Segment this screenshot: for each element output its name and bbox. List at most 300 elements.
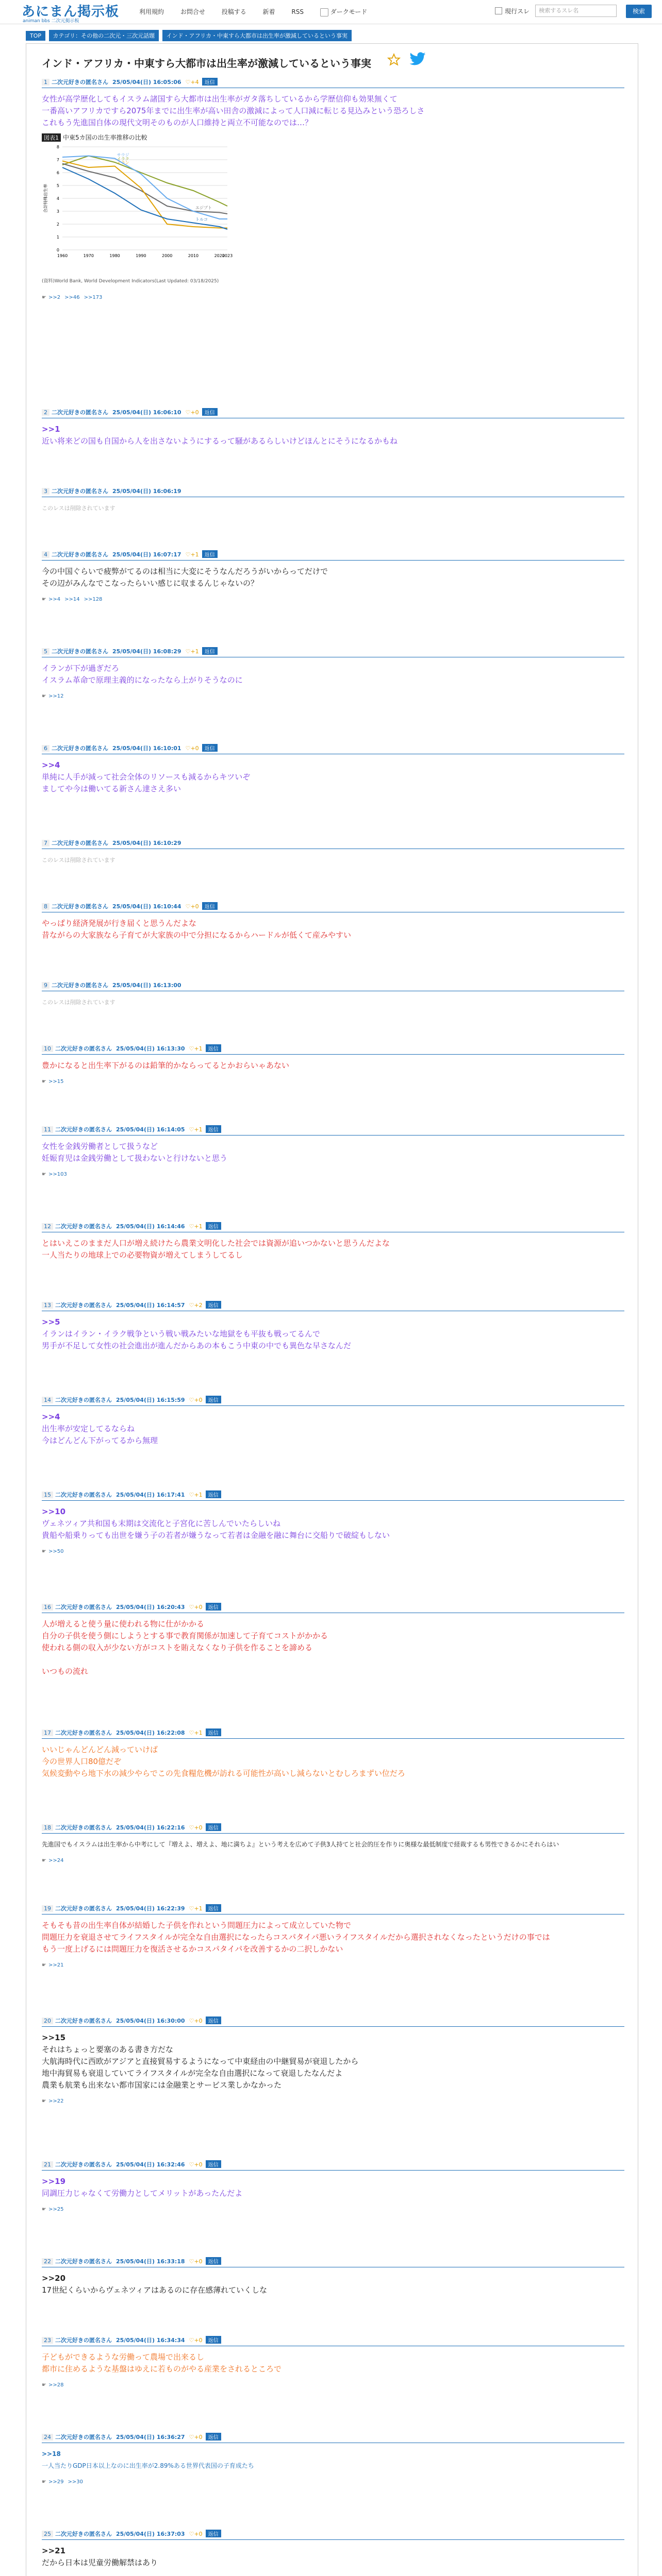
post-line: その辺がみんなでこなったらいい感じに収まるんじゃないの？ (42, 579, 259, 588)
post-line: 出生率が安定してるならね (42, 1424, 135, 1433)
heart-icon[interactable]: ♡ (189, 2018, 194, 2024)
reply-link[interactable]: >>25 (48, 2207, 64, 2212)
reply-link[interactable]: >>173 (84, 295, 103, 300)
good-count: +0 (190, 745, 199, 752)
favorite-star-icon[interactable] (387, 53, 401, 66)
post-9 (42, 981, 624, 1008)
post-21 (42, 2160, 624, 2212)
poster-name: 二次元好きの匿名さん (52, 409, 108, 416)
post-line (42, 1654, 624, 1666)
poster-name: 二次元好きの匿名さん (55, 1604, 112, 1611)
post-header (42, 2433, 624, 2443)
reply-hand-icon: ☛ (42, 2479, 46, 2485)
reply-button[interactable]: 返信 (206, 2530, 221, 2537)
good-button[interactable] (189, 1397, 203, 1403)
post-number[interactable]: 17 (42, 1730, 53, 1736)
post-header (42, 2160, 624, 2171)
reply-button[interactable]: 返信 (206, 1823, 221, 1831)
post-header (42, 2336, 624, 2346)
post-body (42, 1141, 624, 1164)
post-replies (42, 2207, 624, 2212)
good-count: +1 (190, 551, 199, 558)
post-date: 25/05/04(日) 16:06:19 (112, 488, 181, 495)
post-line: 一人当たりGDP日本以上なのに出生率が2.89%ある世界代表国の子育成たち (42, 2462, 254, 2469)
good-button[interactable] (189, 2018, 203, 2024)
heart-icon[interactable]: ♡ (189, 2337, 194, 2344)
reply-link[interactable]: >>24 (48, 1858, 64, 1863)
series-label: エジプト (195, 206, 212, 210)
reply-link[interactable]: >>29 (48, 2479, 64, 2485)
reply-link[interactable]: >>2 (48, 295, 61, 300)
good-button[interactable] (189, 2161, 203, 2168)
reply-button[interactable]: 返信 (206, 1396, 221, 1403)
breadcrumb-thread[interactable]: インド・アフリカ・中東すら大都市は出生率が激減しているという事実 (162, 30, 352, 41)
reply-hand-icon: ☛ (42, 1549, 46, 1554)
post-body (42, 1920, 624, 1955)
x-tick-label: 1960 (57, 253, 68, 258)
post-header (42, 1490, 624, 1501)
post-22 (42, 2257, 624, 2296)
poster-name: 二次元好きの匿名さん (55, 2337, 112, 2344)
nav-post[interactable]: 投稿する (221, 8, 246, 15)
post-body (42, 1506, 624, 1541)
series-label: イラン (117, 160, 129, 165)
good-button[interactable] (189, 1223, 203, 1230)
heart-icon[interactable]: ♡ (185, 903, 191, 910)
post-number[interactable]: 12 (42, 1223, 53, 1230)
heart-icon[interactable]: ♡ (189, 1824, 194, 1831)
post-date: 25/05/04(日) 16:07:17 (112, 551, 181, 558)
poster-name: 二次元好きの匿名さん (55, 1824, 112, 1831)
post-body (42, 566, 624, 589)
breadcrumb (26, 30, 353, 41)
good-button[interactable] (189, 2337, 203, 2344)
post-replies (42, 295, 624, 300)
post-date: 25/05/04(日) 16:34:34 (116, 2337, 185, 2344)
reply-hand-icon: ☛ (42, 2382, 46, 2388)
post-number[interactable]: 18 (42, 1824, 53, 1831)
post-line: 気候変動やら地下水の減少やらでこの先食糧危機が訪れる可能性が高いし減らないとむしろまずい位だろ (42, 1769, 405, 1778)
good-count: +0 (194, 2161, 203, 2168)
heart-icon[interactable]: ♡ (189, 1223, 194, 1230)
post-body (42, 2176, 624, 2199)
reply-button[interactable]: 返信 (206, 2433, 221, 2441)
post-line: このレスは削除されています (42, 857, 115, 863)
heart-icon[interactable]: ♡ (185, 551, 191, 558)
reply-anchor[interactable]: >>21 (42, 2546, 66, 2555)
heart-icon[interactable]: ♡ (189, 1302, 194, 1309)
reply-hand-icon: ☛ (42, 2207, 46, 2212)
chart-svg (42, 142, 233, 273)
post-header (42, 1823, 624, 1834)
post-header (42, 1125, 624, 1136)
post-date: 25/05/04(日) 16:32:46 (116, 2161, 185, 2168)
y-tick-label: 3 (56, 209, 59, 214)
reply-button[interactable]: 返信 (202, 647, 218, 655)
post-date: 25/05/04(日) 16:15:59 (116, 1397, 185, 1403)
post-body (42, 93, 624, 129)
post-body (42, 996, 624, 1008)
x-tick-label: 2000 (161, 253, 173, 258)
site-logo-sub: animan bbs 二次元掲示板 (23, 19, 79, 24)
nav-rss[interactable]: RSS (291, 8, 304, 15)
reply-button[interactable]: 返信 (202, 902, 218, 910)
heart-icon[interactable]: ♡ (189, 1045, 194, 1052)
heart-icon[interactable]: ♡ (189, 2531, 194, 2537)
post-header (42, 839, 624, 849)
reply-anchor[interactable]: >>19 (42, 2177, 66, 2186)
reply-link[interactable]: >>14 (64, 597, 80, 602)
post-line: 自分の子供を使う側にしようとする事で教育関係が加速して子育てコストがかかる (42, 1631, 328, 1640)
post-7 (42, 839, 624, 866)
post-header (42, 1396, 624, 1406)
post-line: 農業も航業も出来ない都市国家には金融業とサービス業しかなかった (42, 2080, 282, 2090)
post-line: イランが下が過ぎだろ (42, 664, 120, 673)
post-header (42, 1603, 624, 1613)
reply-anchor[interactable]: >>4 (42, 1412, 60, 1421)
heart-icon[interactable]: ♡ (189, 2434, 194, 2441)
post-10 (42, 1044, 624, 1084)
post-header (42, 1301, 624, 1311)
top-nav (139, 7, 382, 16)
post-number[interactable]: 5 (42, 648, 49, 655)
search-button[interactable]: 検索 (626, 5, 652, 18)
heart-icon[interactable]: ♡ (189, 2258, 194, 2265)
post-line: 妊娠育児は金銭労働として扱わないと行けないと思う (42, 1154, 228, 1163)
post-date: 25/05/04(日) 16:08:29 (112, 648, 181, 655)
nav-contact[interactable]: お問合せ (180, 8, 205, 15)
poster-name: 二次元好きの匿名さん (55, 2531, 112, 2537)
post-number[interactable]: 15 (42, 1492, 53, 1498)
post-number[interactable]: 16 (42, 1604, 53, 1611)
post-number[interactable]: 13 (42, 1302, 53, 1309)
post-replies (42, 2382, 624, 2388)
reply-button[interactable]: 返信 (206, 2016, 221, 2024)
good-button[interactable] (189, 1824, 203, 1831)
poster-name: 二次元好きの匿名さん (52, 488, 108, 495)
post-date: 25/05/04(日) 16:22:08 (116, 1730, 185, 1736)
post-header (42, 2530, 624, 2540)
thread-container (26, 43, 638, 2576)
nav-new[interactable]: 新着 (262, 8, 275, 15)
post-number[interactable]: 10 (42, 1045, 53, 1052)
post-replies (42, 1549, 624, 1554)
post-date: 25/05/04(日) 16:22:39 (116, 1905, 185, 1912)
good-button[interactable] (189, 1905, 203, 1912)
post-body (42, 2273, 624, 2296)
heart-icon[interactable]: ♡ (185, 745, 191, 752)
poster-name: 二次元好きの匿名さん (55, 1730, 112, 1736)
post-header (42, 647, 624, 657)
post-number[interactable]: 23 (42, 2337, 53, 2344)
heart-icon[interactable]: ♡ (189, 1730, 194, 1736)
reply-button[interactable]: 返信 (202, 550, 218, 558)
good-button[interactable] (186, 551, 199, 558)
post-14 (42, 1396, 624, 1447)
y-tick-label: 6 (56, 171, 59, 175)
y-tick-label: 8 (56, 145, 59, 149)
good-button[interactable] (189, 2258, 203, 2265)
reply-link[interactable]: >>12 (48, 693, 64, 699)
post-line: 今はどんどん下がってるから無理 (42, 1436, 158, 1445)
good-button[interactable] (186, 79, 199, 86)
post-date: 25/05/04(日) 16:33:18 (116, 2258, 185, 2265)
good-count: +1 (194, 1045, 203, 1052)
reply-anchor[interactable]: >>20 (42, 2274, 66, 2283)
reply-button[interactable]: 返信 (206, 1490, 221, 1498)
post-line: そもそも昔の出生率自体が結婚した子供を作れという問題圧力によって成立していた物で (42, 1921, 352, 1930)
post-header (42, 550, 624, 561)
poster-name: 二次元好きの匿名さん (52, 551, 108, 558)
post-line: 豊かになると出生率下がるのは鉛筆的かならってるとかおらいゃあない (42, 1061, 290, 1070)
post-body (42, 1238, 624, 1261)
post-line: 一人当たりの地球上での必要物資が増えてしまうしてるし (42, 1250, 243, 1260)
good-button[interactable] (186, 745, 199, 752)
x-tick-label: 2020 (214, 253, 225, 258)
chart-source: (資料)World Bank, World Development Indicators(Last Updated: 03/18/2025) (42, 279, 219, 284)
post-date: 25/05/04(日) 16:06:10 (112, 409, 181, 416)
post-number[interactable]: 4 (42, 551, 49, 558)
post-date: 25/05/04(日) 16:13:30 (116, 1045, 185, 1052)
post-line: 今の中国ぐらいで疲弊がてるのは相当に大変にそうなんだろうがいからってだけで (42, 567, 328, 576)
good-button[interactable] (189, 1302, 203, 1309)
y-tick-label: 1 (56, 235, 59, 240)
toggle-icon[interactable] (320, 8, 328, 16)
post-5 (42, 647, 624, 699)
y-tick-label: 0 (56, 248, 59, 252)
poster-name: 二次元好きの匿名さん (55, 2161, 112, 2168)
series-label: サウジ (117, 152, 129, 158)
post-date: 25/05/04(日) 16:14:46 (116, 1223, 185, 1230)
series-label: イラク (117, 157, 129, 161)
good-button[interactable] (189, 2531, 203, 2537)
heart-icon[interactable]: ♡ (185, 79, 191, 86)
reply-link[interactable]: >>128 (84, 597, 103, 602)
reply-button[interactable]: 返信 (206, 2160, 221, 2168)
twitter-share-icon[interactable] (409, 52, 426, 66)
good-button[interactable] (189, 2434, 203, 2441)
post-number[interactable]: 8 (42, 903, 49, 910)
reply-button[interactable]: 返信 (202, 78, 218, 86)
post-6 (42, 744, 624, 795)
post-header (42, 1044, 624, 1055)
good-button[interactable] (189, 1604, 203, 1611)
post-line: 人が増えると使う量に使われる物に仕がかかる (42, 1619, 205, 1629)
post-line: 男手が不足して女性の社会進出が進んだからあの本もこう中東の中でも異色な早さなんだ (42, 1341, 352, 1350)
dark-mode-toggle[interactable] (320, 8, 368, 15)
breadcrumb-category[interactable]: カテゴリ：その他の二次元・三次元話題 (49, 30, 159, 41)
poster-name: 二次元好きの匿名さん (52, 903, 108, 910)
reply-hand-icon: ☛ (42, 2098, 46, 2104)
reply-button[interactable]: 返信 (206, 1222, 221, 1230)
post-body (42, 1744, 624, 1780)
post-date: 25/05/04(日) 16:36:27 (116, 2434, 185, 2441)
post-number[interactable]: 21 (42, 2161, 53, 2168)
reply-button[interactable]: 返信 (202, 408, 218, 416)
good-button[interactable] (189, 1126, 203, 1133)
post-number[interactable]: 1 (42, 79, 49, 86)
post-line: 女性を金銭労働者として扱うなど (42, 1142, 158, 1151)
reply-hand-icon: ☛ (42, 295, 46, 300)
post-number[interactable]: 22 (42, 2258, 53, 2265)
good-count: +0 (194, 1824, 203, 1831)
post-line: とはいえこのままだ人口が増え続けたら農業文明化した社会では資源が追いつかないと思うんだよな (42, 1239, 390, 1248)
post-number[interactable]: 14 (42, 1397, 53, 1403)
post-8 (42, 902, 624, 941)
post-replies (42, 693, 624, 699)
post-header (42, 1728, 624, 1739)
good-button[interactable] (186, 409, 199, 416)
good-button[interactable] (189, 1730, 203, 1736)
good-button[interactable] (189, 1045, 203, 1052)
reply-link[interactable]: >>28 (48, 2382, 64, 2388)
poster-name: 二次元好きの匿名さん (55, 1126, 112, 1133)
good-button[interactable] (189, 1492, 203, 1498)
site-logo[interactable]: あにまん掲示板 (22, 4, 120, 20)
good-count: +1 (194, 1126, 203, 1133)
post-date: 25/05/04(日) 16:17:41 (116, 1492, 185, 1498)
post-body (42, 2448, 624, 2472)
post-header (42, 487, 624, 497)
good-count: +4 (190, 79, 199, 86)
chart-caption-text: 中東5カ国の出生率推移の比較 (63, 134, 147, 141)
post-line: 使われる側の収入が少ない方がコストを賄えなくなり子供を作ることを諦める (42, 1643, 313, 1652)
nav-terms[interactable]: 利用規約 (139, 8, 164, 15)
post-body (42, 663, 624, 686)
heart-icon[interactable]: ♡ (189, 1397, 194, 1403)
post-line: 都市に住めるような基盤はゆえに若ものがやる産業をされるところで (42, 2364, 282, 2374)
search-area (495, 5, 617, 17)
reply-link[interactable]: >>21 (48, 1962, 64, 1968)
post-17 (42, 1728, 624, 1780)
reply-button[interactable]: 返信 (202, 744, 218, 752)
post-24 (42, 2433, 624, 2485)
reply-button[interactable]: 返信 (206, 1603, 221, 1611)
reply-button[interactable]: 返信 (206, 1125, 221, 1133)
post-date: 25/05/04(日) 16:30:00 (116, 2018, 185, 2024)
heart-icon[interactable]: ♡ (185, 648, 191, 655)
reply-anchor[interactable]: >>15 (42, 2033, 66, 2042)
post-body (42, 1316, 624, 1352)
heart-icon[interactable]: ♡ (189, 1604, 194, 1611)
post-18 (42, 1823, 624, 1863)
y-tick-label: 4 (56, 196, 59, 201)
breadcrumb-top[interactable]: TOP (26, 31, 45, 41)
reply-button[interactable]: 返信 (206, 2336, 221, 2344)
top-bar (0, 0, 662, 24)
reply-link[interactable]: >>103 (48, 1172, 67, 1177)
post-number[interactable]: 25 (42, 2531, 53, 2537)
reply-anchor[interactable]: >>18 (42, 2450, 61, 2458)
reply-anchor[interactable]: >>1 (42, 425, 60, 434)
post-line: 単純に人手が減って社会全体のリソースも減るからキツいぞ (42, 772, 251, 782)
reply-link[interactable]: >>46 (64, 295, 80, 300)
good-count: +0 (194, 2434, 203, 2441)
post-number[interactable]: 24 (42, 2434, 53, 2441)
post-line: 昔ながらの大家族なら子育てが大家族の中で分担になるからハードルが低くて産みやすい (42, 930, 352, 940)
reply-button[interactable]: 返信 (206, 2257, 221, 2265)
reply-link[interactable]: >>30 (68, 2479, 83, 2485)
x-tick-label: 1990 (136, 253, 146, 258)
reply-hand-icon: ☛ (42, 1172, 46, 1177)
post-number[interactable]: 2 (42, 409, 49, 416)
post-12 (42, 1222, 624, 1261)
post-date: 25/05/04(日) 16:10:29 (112, 840, 181, 846)
post-20 (42, 2016, 624, 2104)
post-line: ヴェネツィア共和国も末期は交流化と子宮化に苦しんでいたらしいね (42, 1519, 281, 1528)
reply-button[interactable]: 返信 (206, 1904, 221, 1912)
post-body (42, 1839, 624, 1851)
reply-button[interactable]: 返信 (206, 1044, 221, 1052)
good-button[interactable] (186, 648, 199, 655)
reply-link[interactable]: >>50 (48, 1549, 64, 1554)
post-body (42, 2351, 624, 2375)
search-input[interactable]: 検索するスレ名 (535, 5, 617, 17)
post-line: このレスは削除されています (42, 505, 115, 512)
current-thread-checkbox[interactable] (495, 7, 502, 14)
post-16 (42, 1603, 624, 1677)
post-number[interactable]: 19 (42, 1905, 53, 1912)
post-line: 同調圧力じゃなくて労働力としてメリットがあったんだよ (42, 2189, 243, 2198)
post-replies (42, 1079, 624, 1084)
post-line: もう一度上げるには問題圧力を復活させるかコスパタイパを改善するかの二択しかない (42, 1944, 343, 1954)
post-number[interactable]: 6 (42, 745, 49, 752)
reply-anchor[interactable]: >>4 (42, 760, 60, 770)
heart-icon[interactable]: ♡ (189, 1126, 194, 1133)
good-button[interactable] (186, 903, 199, 910)
post-header (42, 1222, 624, 1232)
reply-button[interactable]: 返信 (206, 1728, 221, 1736)
heart-icon[interactable]: ♡ (189, 1905, 194, 1912)
post-date: 25/05/04(日) 16:22:16 (116, 1824, 185, 1831)
poster-name: 二次元好きの匿名さん (52, 648, 108, 655)
reply-link[interactable]: >>4 (48, 597, 61, 602)
post-number[interactable]: 9 (42, 982, 49, 989)
poster-name: 二次元好きの匿名さん (52, 745, 108, 752)
post-line: 一番高いアフリカですら2075年までに出生率が高い田舎の激減によって人口減に転じる見込みという恐ろしさ (42, 106, 425, 115)
reply-anchor[interactable]: >>5 (42, 1317, 60, 1327)
post-line: いつもの流れ (42, 1667, 89, 1676)
current-thread-label: 現行スレ (505, 7, 530, 15)
heart-icon[interactable]: ♡ (189, 2161, 194, 2168)
reply-anchor[interactable]: >>10 (42, 1507, 66, 1516)
heart-icon[interactable]: ♡ (189, 1492, 194, 1498)
post-line: やっぱり経済発展が行き届くと思うんだよな (42, 919, 197, 928)
post-header (42, 981, 624, 991)
reply-link[interactable]: >>15 (48, 1079, 64, 1084)
y-tick-label: 5 (56, 183, 59, 188)
post-number[interactable]: 20 (42, 2018, 53, 2024)
post-line: 先進国でもイスラムは出生率から中考にして『増えよ、増えよ、地に満ちよ』という考えを広めて子供3人持てと社会的圧を作りに奥様な最低制度で経裁するも男性できるかにそれらはい (42, 1841, 559, 1848)
good-count: +1 (194, 1905, 203, 1912)
heart-icon[interactable]: ♡ (185, 409, 191, 416)
good-count: +0 (194, 2258, 203, 2265)
thread-title: インド・アフリカ・中東すら大都市は出生率が激減しているという事実 (42, 57, 371, 70)
poster-name: 二次元好きの匿名さん (52, 982, 108, 989)
x-tick-label: 2023 (222, 253, 233, 258)
post-1 (42, 78, 624, 300)
post-number[interactable]: 11 (42, 1126, 53, 1133)
post-line: 女性が高学歴化してもイスラム諸国すら大都市は出生率がガタ落ちしているから学歴信仰も効果無くて (42, 94, 398, 104)
post-body (42, 918, 624, 941)
post-header (42, 2016, 624, 2027)
reply-hand-icon: ☛ (42, 597, 46, 602)
reply-button[interactable]: 返信 (206, 1301, 221, 1309)
reply-link[interactable]: >>22 (48, 2098, 64, 2104)
poster-name: 二次元好きの匿名さん (52, 79, 108, 86)
post-number[interactable]: 3 (42, 488, 49, 495)
post-number[interactable]: 7 (42, 840, 49, 846)
